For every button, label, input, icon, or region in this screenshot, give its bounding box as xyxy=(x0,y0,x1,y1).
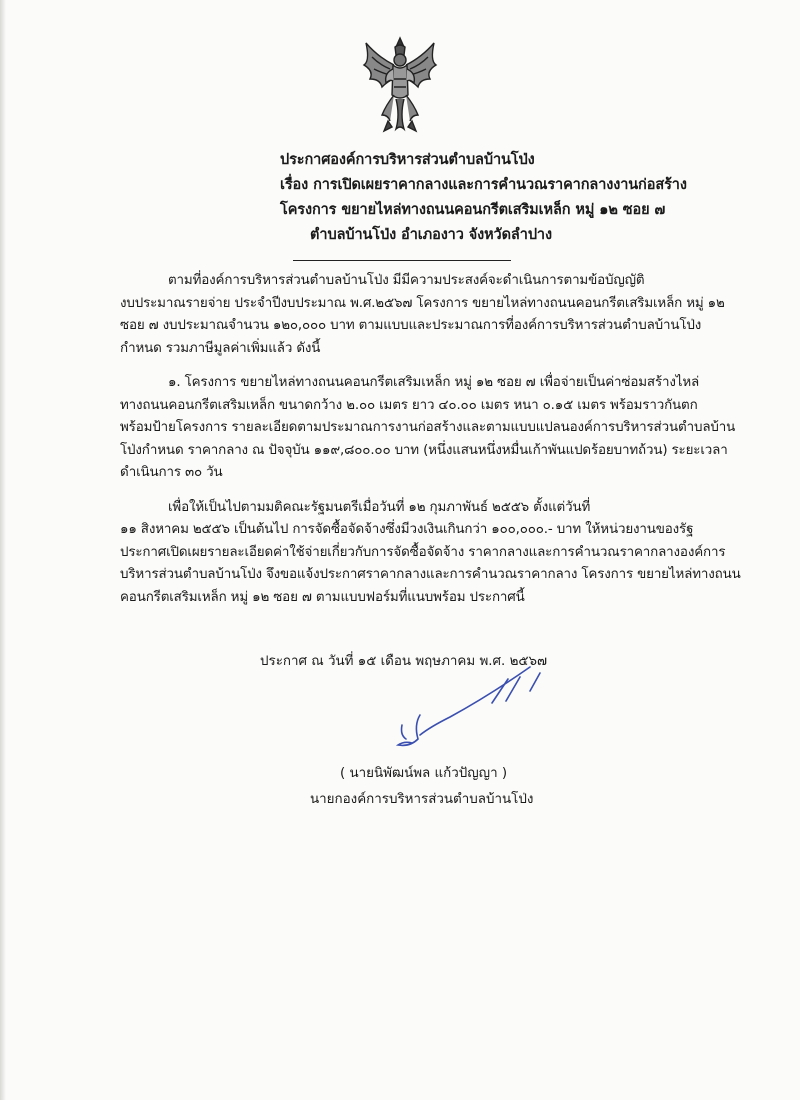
garuda-emblem-icon xyxy=(360,35,440,135)
paragraph-resolution xyxy=(120,497,741,610)
paragraph-line: กำหนด รวมภาษีมูลค่าเพิ่มแล้ว ดังนี้ xyxy=(120,340,321,356)
handwritten-signature-icon xyxy=(380,655,580,760)
paragraph-line: ซอย ๗ งบประมาณจำนวน ๑๒๐,๐๐๐ บาท ตามแบบและประมาณการที่องค์การบริหารส่วนตำบลบ้านโป่ง xyxy=(120,318,702,333)
paragraph-line: เพื่อให้เป็นไปตามมติคณะรัฐมนตรีเมื่อวันที่ ๑๒ กุมภาพันธ์ ๒๕๕๖ ตั้งแต่วันที่ xyxy=(168,499,591,515)
announcement-body xyxy=(120,270,741,621)
paragraph-project-details xyxy=(120,372,736,485)
paragraph-line: ประกาศเปิดเผยรายละเอียดค่าใช้จ่ายเกี่ยวกับการจัดซื้อจัดจ้าง ราคากลางและการคำนวณราคากลางองค์การ xyxy=(120,544,726,560)
announcement-date: ประกาศ ณ วันที่ ๑๕ เดือน พฤษภาคม พ.ศ. ๒๕๖๗ xyxy=(260,654,548,669)
paragraph-line: งบประมาณรายจ่าย ประจำปีงบประมาณ พ.ศ.๒๕๖๗ โครงการ ขยายไหล่ทางถนนคอนกรีตเสริมเหล็ก หมู่ ๑๒ xyxy=(120,295,725,311)
title-line-subject: เรื่อง การเปิดเผยราคากลางและการคำนวณราคากลางงานก่อสร้าง xyxy=(280,177,687,193)
title-line-issuer: ประกาศองค์การบริหารส่วนตำบลบ้านโป่ง xyxy=(280,152,535,168)
title-line-project: โครงการ ขยายไหล่ทางถนนคอนกรีตเสริมเหล็ก หมู่ ๑๒ ซอย ๗ xyxy=(280,202,666,218)
paragraph-line: ๑. โครงการ ขยายไหล่ทางถนนคอนกรีตเสริมเหล็ก หมู่ ๑๒ ซอย ๗ เพื่อจ่ายเป็นค่าซ่อมสร้างไหล่ xyxy=(168,375,700,390)
paragraph-line: โป่งกำหนด ราคากลาง ณ ปัจจุบัน ๑๑๙,๘๐๐.๐๐ บาท (หนึ่งแสนหนึ่งหมื่นเก้าพันแปดร้อยบาทถ้วน) ระยะเวลา xyxy=(120,442,728,458)
signer-title: นายกองค์การบริหารส่วนตำบลบ้านโป่ง xyxy=(310,792,534,807)
announcement-title xyxy=(240,148,687,248)
paragraph-intro xyxy=(120,270,725,360)
paragraph-line: ตามที่องค์การบริหารส่วนตำบลบ้านโป่ง มีมีความประสงค์จะดำเนินการตามข้อบัญญัติ xyxy=(168,273,645,288)
paragraph-line: บริหารส่วนตำบลบ้านโป่ง จึงขอแจ้งประกาศราคากลางและการคำนวณราคากลาง โครงการ ขยายไหล่ทางถนน xyxy=(120,567,741,582)
title-divider xyxy=(293,260,511,261)
paragraph-line: ๑๑ สิงหาคม ๒๕๕๖ เป็นต้นไป การจัดซื้อจัดจ้างซึ่งมีวงเงินเกินกว่า ๑๐๐,๐๐๐.- บาท ให้หน่วยงานของรัฐ xyxy=(120,522,694,537)
paragraph-line: ทางถนนคอนกรีตเสริมเหล็ก ขนาดกว้าง ๒.๐๐ เมตร ยาว ๔๐.๐๐ เมตร หนา ๐.๑๕ เมตร พร้อมราวกันตก xyxy=(120,397,698,413)
paragraph-line: ดำเนินการ ๓๐ วัน xyxy=(120,465,223,480)
paragraph-line: คอนกรีตเสริมเหล็ก หมู่ ๑๒ ซอย ๗ ตามแบบฟอร์มที่แนบพร้อม ประกาศนี้ xyxy=(120,589,525,605)
title-line-location: ตำบลบ้านโป่ง อำเภองาว จังหวัดลำปาง xyxy=(310,227,552,243)
paper-edge-shadow xyxy=(0,0,6,1100)
signer-name: ( นายนิพัฒน์พล แก้วปัญญา ) xyxy=(340,766,508,781)
paragraph-line: พร้อมป้ายโครงการ รายละเอียดตามประมาณการงานก่อสร้างและตามแบบแปลนองค์การบริหารส่วนตำบลบ้าน xyxy=(120,420,736,435)
